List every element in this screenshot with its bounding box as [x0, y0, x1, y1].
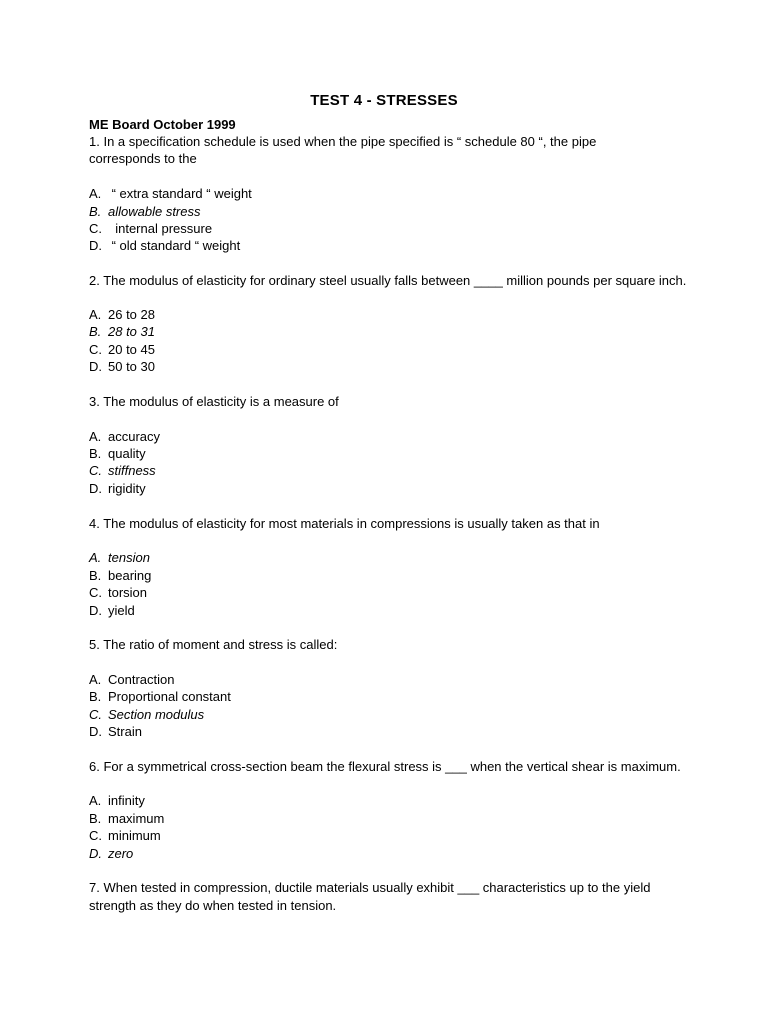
option-2b-answer: [89, 323, 155, 340]
question-2-line-1: 2. The modulus of elasticity for ordinary steel usually falls between ____ million pounds per square inch.: [89, 273, 687, 288]
option-text: maximum: [108, 811, 165, 826]
option-3a: [89, 428, 160, 445]
option-letter: D.: [89, 481, 102, 496]
question-1-line-1: 1. In a specification schedule is used when the pipe specified is “ schedule 80 “, the pipe: [89, 134, 597, 149]
option-text: Proportional constant: [108, 689, 231, 704]
option-text: 28 to 31: [108, 324, 155, 339]
option-text: zero: [108, 846, 134, 861]
option-5b: [89, 688, 231, 705]
option-text: minimum: [108, 828, 161, 843]
option-text: allowable stress: [108, 204, 201, 219]
option-letter: A.: [89, 186, 102, 201]
question-3-line-1: 3. The modulus of elasticity is a measure of: [89, 394, 339, 409]
option-text: tension: [108, 550, 150, 565]
option-letter: A.: [89, 429, 102, 444]
option-letter: A.: [89, 550, 102, 565]
option-3b: [89, 445, 146, 462]
option-text: accuracy: [108, 429, 161, 444]
option-letter: B.: [89, 204, 102, 219]
option-6b: [89, 810, 164, 827]
option-text: internal pressure: [108, 221, 213, 236]
option-3c-answer: [89, 462, 156, 479]
option-letter: C.: [89, 463, 102, 478]
question-5-line-1: 5. The ratio of moment and stress is called:: [89, 637, 338, 652]
option-letter: D.: [89, 359, 102, 374]
question-1-line-2: corresponds to the: [89, 151, 197, 166]
option-letter: D.: [89, 603, 102, 618]
option-2d: [89, 358, 155, 375]
option-1c: [89, 220, 212, 237]
option-6a: [89, 792, 145, 809]
option-text: 20 to 45: [108, 342, 155, 357]
question-7-line-1: 7. When tested in compression, ductile materials usually exhibit ___ characteristics up to the yield: [89, 880, 651, 895]
option-letter: D.: [89, 238, 102, 253]
question-7-line-2: strength as they do when tested in tension.: [89, 898, 337, 913]
option-4a-answer: [89, 549, 150, 566]
option-letter: D.: [89, 846, 102, 861]
option-6d-answer: [89, 845, 133, 862]
option-text: torsion: [108, 585, 148, 600]
option-1b-answer: [89, 203, 201, 220]
option-letter: B.: [89, 568, 102, 583]
option-text: quality: [108, 446, 146, 461]
option-text: 50 to 30: [108, 359, 155, 374]
option-text: Contraction: [108, 672, 175, 687]
option-text: infinity: [108, 793, 145, 808]
option-6c: [89, 827, 161, 844]
option-letter: A.: [89, 672, 102, 687]
option-text: Section modulus: [108, 707, 205, 722]
option-1a: [89, 185, 252, 202]
option-letter: B.: [89, 446, 102, 461]
option-text: bearing: [108, 568, 152, 583]
option-letter: B.: [89, 689, 102, 704]
option-letter: A.: [89, 793, 102, 808]
option-text: yield: [108, 603, 135, 618]
page-title: TEST 4 - STRESSES: [310, 92, 458, 109]
option-4c: [89, 584, 147, 601]
option-letter: C.: [89, 828, 102, 843]
option-letter: C.: [89, 221, 102, 236]
option-letter: D.: [89, 724, 102, 739]
option-4b: [89, 567, 151, 584]
option-5c-answer: [89, 706, 204, 723]
option-letter: C.: [89, 342, 102, 357]
question-4-line-1: 4. The modulus of elasticity for most materials in compressions is usually taken as that in: [89, 516, 600, 531]
option-3d: [89, 480, 146, 497]
option-letter: C.: [89, 585, 102, 600]
option-text: 26 to 28: [108, 307, 155, 322]
option-letter: B.: [89, 811, 102, 826]
option-text: “ extra standard “ weight: [108, 186, 252, 201]
option-2c: [89, 341, 155, 358]
option-5d: [89, 723, 142, 740]
option-letter: B.: [89, 324, 102, 339]
subtitle: ME Board October 1999: [89, 117, 236, 132]
option-letter: A.: [89, 307, 102, 322]
option-text: stiffness: [108, 463, 156, 478]
option-1d: [89, 237, 240, 254]
option-5a: [89, 671, 174, 688]
option-text: “ old standard “ weight: [108, 238, 241, 253]
option-text: rigidity: [108, 481, 146, 496]
option-2a: [89, 306, 155, 323]
question-6-line-1: 6. For a symmetrical cross-section beam the flexural stress is ___ when the vertical shear is maximum.: [89, 759, 681, 774]
option-text: Strain: [108, 724, 142, 739]
option-4d: [89, 602, 135, 619]
option-letter: C.: [89, 707, 102, 722]
